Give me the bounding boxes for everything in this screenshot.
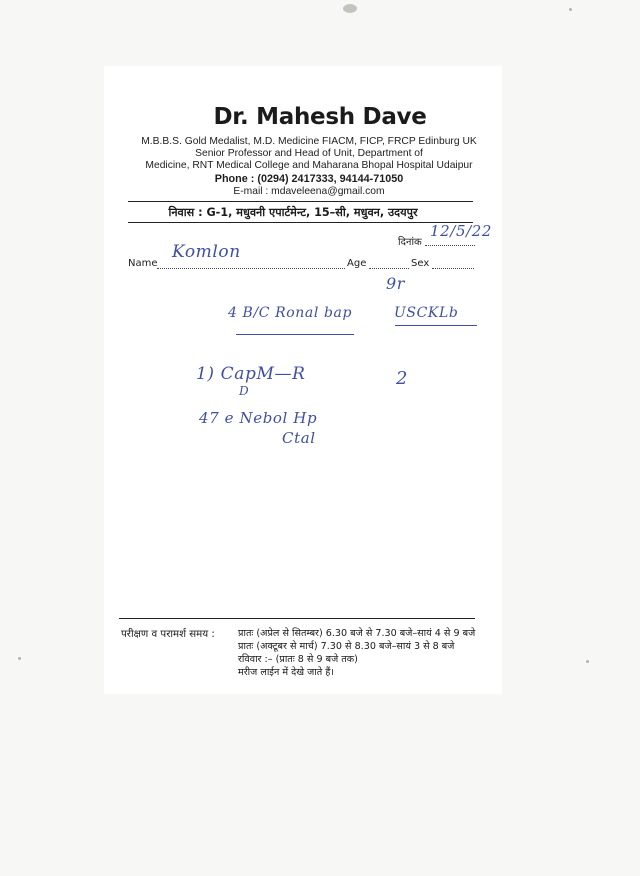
note-underline-1 bbox=[236, 334, 354, 335]
patient-name-handwritten: Komlon bbox=[172, 242, 241, 262]
note-underline-right bbox=[395, 325, 477, 326]
email-label: E-mail : bbox=[233, 186, 269, 197]
name-dotted-line bbox=[157, 268, 345, 269]
qualifications: M.B.B.S. Gold Medalist, M.D. Medicine FIACM, FICP, FRCP Edinburg UK bbox=[141, 136, 477, 147]
phone-number: (0294) 2417333, 94144-71050 bbox=[257, 173, 404, 185]
note-line-3: 47 e Nebol Hp bbox=[199, 409, 318, 427]
age-label: Age bbox=[347, 258, 367, 269]
note-line-1: 4 B/C Ronal bap bbox=[228, 305, 353, 321]
residence-address: निवास : G-1, मधुवनी एपार्टमेन्ट, 15–सी, मधुवन, उदयपुर bbox=[168, 206, 418, 219]
scan-speck bbox=[569, 8, 572, 11]
date-handwritten: 12/5/22 bbox=[430, 222, 493, 240]
doctor-name: Dr. Mahesh Dave bbox=[213, 104, 427, 130]
note-line-1-right: USCKLb bbox=[394, 305, 459, 321]
note-line-2-sub: D bbox=[239, 384, 250, 398]
phone-label: Phone : bbox=[214, 173, 255, 185]
email-line bbox=[0, 186, 618, 198]
address-rule-top bbox=[128, 201, 473, 202]
note-line-2-right: 2 bbox=[396, 368, 409, 389]
scan-speck bbox=[586, 660, 589, 663]
scan-speck bbox=[343, 4, 357, 13]
age-dotted-line bbox=[369, 268, 409, 269]
note-line-2: 1) CapM—R bbox=[196, 364, 306, 384]
note-line-4: Ctal bbox=[282, 429, 316, 447]
footer-rule bbox=[119, 618, 475, 619]
date-label: दिनांक bbox=[398, 237, 422, 248]
sex-dotted-line bbox=[432, 268, 474, 269]
note-right-top: 9r bbox=[386, 274, 406, 293]
address-rule-bottom bbox=[128, 222, 473, 223]
consultation-hours-line-3: रविवार :– (प्रातः 8 से 9 बजे तक) bbox=[238, 654, 358, 665]
name-label: Name bbox=[128, 258, 158, 269]
position-line-1: Senior Professor and Head of Unit, Department of bbox=[195, 148, 423, 159]
sex-label: Sex bbox=[411, 258, 430, 269]
email-address: mdaveleena@gmail.com bbox=[271, 186, 385, 197]
consultation-hours-line-4: मरीज लाईन में देखे जाते हैं। bbox=[238, 667, 335, 678]
position-line-2: Medicine, RNT Medical College and Maharana Bhopal Hospital Udaipur bbox=[145, 160, 473, 171]
consultation-hours-label: परीक्षण व परामर्श समय : bbox=[121, 629, 215, 640]
consultation-hours-line-2: प्रातः (अक्टूबर से मार्च) 7.30 से 8.30 बजे–सायं 3 से 8 बजे bbox=[238, 641, 455, 652]
phone-line bbox=[0, 173, 618, 185]
scan-speck bbox=[18, 657, 21, 660]
date-dotted-line bbox=[425, 245, 475, 246]
consultation-hours-line-1: प्रातः (अप्रेल से सितम्बर) 6.30 बजे से 7.30 बजे–सायं 4 से 9 बजे bbox=[238, 628, 476, 639]
